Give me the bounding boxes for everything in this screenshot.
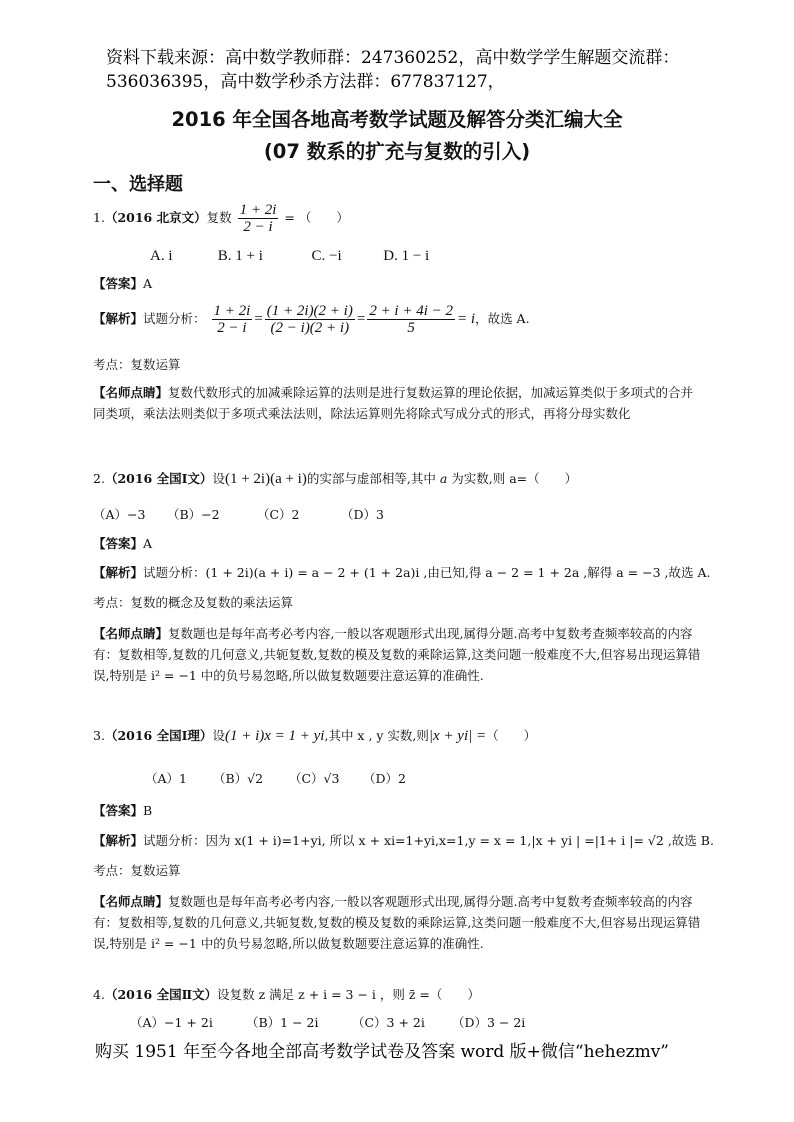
option-a: A. i [150, 248, 173, 264]
tip-label: 【名师点睛】 [93, 894, 169, 909]
answer-value: A [143, 276, 153, 291]
question-3-answer [93, 802, 152, 820]
question-3-kaodian: 考点：复数运算 [93, 863, 181, 878]
option-c: （C）2 [256, 507, 300, 522]
option-d: （D）2 [362, 771, 406, 786]
analysis-label: 【解析】 [93, 833, 144, 848]
question-4-stem: 设复数 z 满足 z + i = 3 − i ，则 z̄ =（ ） [217, 987, 480, 1002]
answer-label: 【答案】 [93, 536, 144, 551]
question-2-answer [93, 535, 152, 553]
header-source-line-1: 资料下载来源：高中数学教师群：247360252，高中数学学生解题交流群： [106, 48, 680, 68]
question-2-analysis [93, 564, 710, 582]
analysis-result: = i [457, 311, 476, 327]
question-3-stem-c: （ ） [486, 728, 537, 743]
option-c: （C）√3 [288, 771, 340, 786]
header-source-line-2: 536036395，高中数学秒杀方法群：677837127， [106, 72, 505, 92]
option-c: C. −i [311, 248, 342, 264]
question-2-number: 2. [93, 471, 105, 486]
question-2-stem-b: 的实部与虚部相等,其中 [306, 471, 436, 486]
question-3-options [145, 770, 406, 788]
question-2-stem-c: 为实数,则 [451, 471, 506, 486]
question-2-tip [93, 623, 705, 686]
question-1-kaodian: 考点：复数运算 [93, 357, 181, 372]
option-b: （B）1 − 2i [245, 1015, 319, 1030]
tip-text: 复数代数形式的加减乘除运算的法则是进行复数运算的理论依据，加减运算类似于多项式的合并同类项，乘法法则类似于多项式乘法法则，除法运算则先将除式写成分式的形式，再将分母实数化 [93, 385, 694, 421]
question-1-number: 1. [93, 210, 105, 225]
analysis-text: 试题分析：因为 x(1 + i)=1+yi, 所以 x + xi=1+yi,x=1,y = x = 1,|x + yi | =|1+ i |= √2 ,故选 B. [143, 833, 714, 848]
option-b: B. 1 + i [217, 248, 263, 264]
question-1-stem: 复数 [206, 210, 232, 225]
option-d: （D）3 − 2i [451, 1015, 526, 1030]
tip-text: 复数题也是每年高考必考内容,一般以客观题形式出现,属得分题.高考中复数考查频率较高的内容有：复数相等,复数的几何意义,共轭复数,复数的模及复数的乘除运算,这类问题一般难度不大,但容易出现运算错误,特别是 i² = −1 中的负号易忽略,所以做复数题要注意运算的准确性. [93, 626, 701, 683]
question-2-variable: a [439, 471, 448, 486]
option-a: （A）1 [145, 771, 187, 786]
question-4-source: （2016 全国Ⅱ文） [104, 987, 218, 1002]
question-3-number: 3. [93, 728, 105, 743]
answer-value: B [143, 803, 153, 818]
option-a: （A）−3 [93, 507, 146, 522]
question-1-analysis [93, 303, 530, 336]
fraction-numerator: 2 + i + 4i − 2 [369, 303, 454, 319]
question-2-stem-a: 设 [212, 471, 225, 486]
tip-text: 复数题也是每年高考必考内容,一般以客观题形式出现,属得分题.高考中复数考查频率较高的内容有：复数相等,复数的几何意义,共轭复数,复数的模及复数的乘除运算,这类问题一般难度不大,但容易出现运算错误,特别是 i² = −1 中的负号易忽略,所以做复数题要注意运算的准确性. [93, 894, 701, 951]
question-1-fraction [238, 202, 279, 235]
answer-label: 【答案】 [93, 803, 144, 818]
fraction-denominator: 2 − i [217, 320, 247, 336]
fraction-denominator: (2 − i)(2 + i) [270, 320, 350, 336]
question-3-analysis [93, 832, 714, 850]
question-3-stem-a: 设 [212, 728, 225, 743]
question-1-source: （2016 北京文） [104, 210, 207, 225]
question-4-number: 4. [93, 987, 105, 1002]
question-1 [93, 202, 349, 235]
section-heading: 一、选择题 [93, 174, 183, 195]
question-3-source: （2016 全国Ⅰ理） [104, 728, 213, 743]
tip-label: 【名师点睛】 [93, 385, 169, 400]
question-3 [93, 727, 536, 745]
analysis-fraction-2 [265, 303, 355, 336]
fraction-denominator: 2 − i [243, 219, 273, 235]
question-1-tail: = （ ） [284, 210, 349, 225]
analysis-intro: 试题分析： [143, 311, 206, 326]
analysis-fraction-3 [367, 303, 455, 336]
equals-sign: = [254, 311, 263, 327]
option-c: （C）3 + 2i [351, 1015, 425, 1030]
tip-label: 【名师点睛】 [93, 626, 169, 641]
option-a: （A）−1 + 2i [130, 1015, 213, 1030]
option-d: D. 1 − i [383, 248, 430, 264]
analysis-label: 【解析】 [93, 565, 144, 580]
fraction-denominator: 5 [407, 320, 415, 336]
question-2-expression: (1 + 2i)(a + i) [224, 471, 307, 487]
question-4-options [130, 1014, 525, 1032]
question-3-expression: (1 + i)x = 1 + yi [224, 728, 325, 744]
question-1-answer [93, 275, 152, 293]
question-1-options [150, 247, 429, 265]
answer-label: 【答案】 [93, 276, 144, 291]
analysis-text: 试题分析：(1 + 2i)(a + i) = a − 2 + (1 + 2a)i ,由已知,得 a − 2 = 1 + 2a ,解得 a = −3 ,故选 A. [143, 565, 711, 580]
option-b: （B）√2 [212, 771, 264, 786]
question-2-stem-d: a=（ ） [509, 471, 578, 486]
answer-value: A [143, 536, 153, 551]
question-2-options [93, 506, 384, 524]
analysis-label: 【解析】 [93, 311, 144, 326]
question-4 [93, 986, 480, 1004]
option-b: （B）−2 [166, 507, 220, 522]
analysis-fraction-1 [212, 303, 253, 336]
equals-sign: = [356, 311, 366, 327]
question-2-source: （2016 全国Ⅰ文） [104, 471, 213, 486]
page-title: 2016 年全国各地高考数学试题及解答分类汇编大全 [171, 108, 623, 131]
question-2 [93, 470, 577, 488]
analysis-conclusion: ，故选 A. [475, 311, 530, 326]
fraction-numerator: 1 + 2i [239, 202, 277, 218]
question-3-stem-b: ,其中 x , y 实数,则 [324, 728, 429, 743]
fraction-numerator: (1 + 2i)(2 + i) [266, 303, 353, 319]
question-2-kaodian: 考点：复数的概念及复数的乘法运算 [93, 595, 294, 610]
question-3-modulus: |x + yi| = [428, 728, 487, 744]
option-d: （D）3 [340, 507, 384, 522]
page-subtitle: (07 数系的扩充与复数的引入) [263, 140, 531, 163]
question-3-tip [93, 891, 705, 954]
footer-ad: 购买 1951 年至今各地全部高考数学试卷及答案 word 版+微信“hehezmv” [95, 1042, 669, 1062]
fraction-numerator: 1 + 2i [213, 303, 251, 319]
question-1-tip [93, 382, 703, 424]
